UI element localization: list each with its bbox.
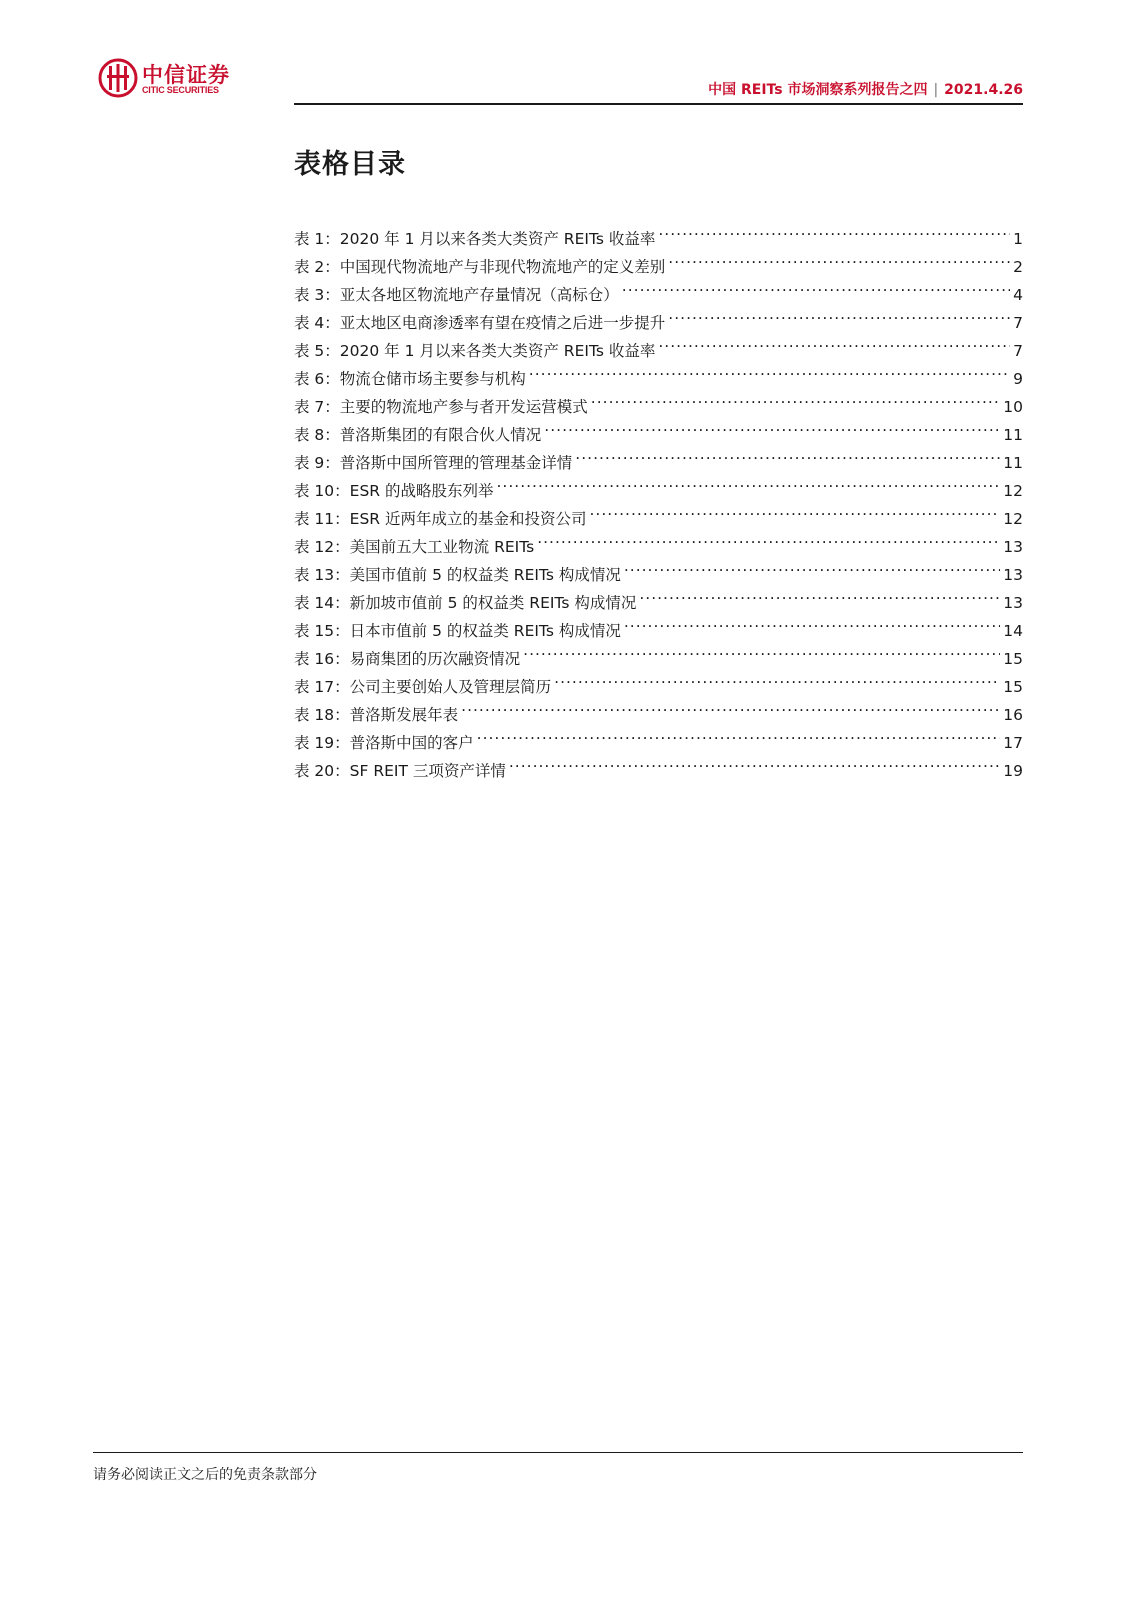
toc-entry-label[interactable]: 表 4：亚太地区电商渗透率有望在疫情之后进一步提升 xyxy=(294,314,666,332)
toc-entry-page[interactable]: 15 xyxy=(1003,650,1023,668)
toc-entry-page[interactable]: 7 xyxy=(1013,342,1023,360)
page-title: 表格目录 xyxy=(294,149,406,180)
toc-leader-dots xyxy=(509,748,1000,776)
toc-leader-dots xyxy=(658,216,1010,244)
table-of-tables xyxy=(294,216,1023,780)
toc-entry-page[interactable]: 9 xyxy=(1013,370,1023,388)
toc-entry-label[interactable]: 表 6：物流仓储市场主要参与机构 xyxy=(294,370,526,388)
toc-entry-page[interactable]: 13 xyxy=(1003,538,1023,556)
toc-leader-dots xyxy=(624,552,1000,580)
toc-leader-dots xyxy=(658,328,1010,356)
report-title: 中国 REITs 市场洞察系列报告之四 xyxy=(708,82,928,98)
toc-entry-page[interactable]: 17 xyxy=(1003,734,1023,752)
toc-leader-dots xyxy=(639,580,1000,608)
citic-emblem-icon xyxy=(98,58,138,98)
toc-leader-dots xyxy=(544,412,1000,440)
footer-disclaimer: 请务必阅读正文之后的免责条款部分 xyxy=(93,1467,317,1483)
toc-leader-dots xyxy=(477,720,1001,748)
report-header xyxy=(708,79,1023,99)
toc-entry-page[interactable]: 13 xyxy=(1003,566,1023,584)
toc-leader-dots xyxy=(591,384,1000,412)
header-separator: | xyxy=(933,82,939,98)
toc-entry-page[interactable]: 11 xyxy=(1003,454,1023,472)
toc-leader-dots xyxy=(461,692,1000,720)
citic-logo xyxy=(98,58,248,102)
toc-leader-dots xyxy=(496,468,1000,496)
toc-entry-label[interactable]: 表 7：主要的物流地产参与者开发运营模式 xyxy=(294,398,588,416)
toc-leader-dots xyxy=(523,636,1000,664)
toc-leader-dots xyxy=(529,356,1010,384)
toc-entry-page[interactable]: 16 xyxy=(1003,706,1023,724)
header-divider xyxy=(294,103,1023,105)
toc-entry-label[interactable]: 表 13：美国市值前 5 的权益类 REITs 构成情况 xyxy=(294,566,621,584)
toc-entry-page[interactable]: 12 xyxy=(1003,510,1023,528)
toc-leader-dots xyxy=(668,244,1010,272)
toc-entry-label[interactable]: 表 12：美国前五大工业物流 REITs xyxy=(294,538,535,556)
toc-leader-dots xyxy=(589,496,1000,524)
logo-cn-text: 中信证券 xyxy=(142,63,230,87)
toc-entry-page[interactable]: 2 xyxy=(1013,258,1023,276)
toc-leader-dots xyxy=(668,300,1010,328)
footer-divider xyxy=(93,1452,1023,1453)
toc-entry-label[interactable]: 表 20：SF REIT 三项资产详情 xyxy=(294,762,506,780)
toc-leader-dots xyxy=(622,272,1010,300)
toc-entry-label[interactable]: 表 5：2020 年 1 月以来各类大类资产 REITs 收益率 xyxy=(294,342,656,360)
toc-entry-page[interactable]: 13 xyxy=(1003,594,1023,612)
toc-leader-dots xyxy=(624,608,1000,636)
toc-entry-label[interactable]: 表 9：普洛斯中国所管理的管理基金详情 xyxy=(294,454,573,472)
toc-leader-dots xyxy=(537,524,1000,552)
toc-entry-page[interactable]: 12 xyxy=(1003,482,1023,500)
toc-entry-page[interactable]: 7 xyxy=(1013,314,1023,332)
toc-entry-label[interactable]: 表 11：ESR 近两年成立的基金和投资公司 xyxy=(294,510,587,528)
toc-entry-label[interactable]: 表 15：日本市值前 5 的权益类 REITs 构成情况 xyxy=(294,622,621,640)
toc-entry-label[interactable]: 表 2：中国现代物流地产与非现代物流地产的定义差别 xyxy=(294,258,666,276)
toc-entry-label[interactable]: 表 18：普洛斯发展年表 xyxy=(294,706,459,724)
toc-entry-label[interactable]: 表 19：普洛斯中国的客户 xyxy=(294,734,474,752)
toc-entry-page[interactable]: 19 xyxy=(1003,762,1023,780)
toc-entry-label[interactable]: 表 1：2020 年 1 月以来各类大类资产 REITs 收益率 xyxy=(294,230,656,248)
toc-entry-label[interactable]: 表 8：普洛斯集团的有限合伙人情况 xyxy=(294,426,542,444)
toc-entry-page[interactable]: 4 xyxy=(1013,286,1023,304)
toc-entry-page[interactable]: 11 xyxy=(1003,426,1023,444)
toc-entry-label[interactable]: 表 17：公司主要创始人及管理层简历 xyxy=(294,678,552,696)
toc-entry-page[interactable]: 1 xyxy=(1013,230,1023,248)
report-date: 2021.4.26 xyxy=(944,82,1023,98)
logo-en-text: CITIC SECURITIES xyxy=(142,85,219,95)
toc-entry-page[interactable]: 10 xyxy=(1003,398,1023,416)
toc-entry-page[interactable]: 14 xyxy=(1003,622,1023,640)
toc-entry-label[interactable]: 表 10：ESR 的战略股东列举 xyxy=(294,482,494,500)
toc-entry-page[interactable]: 15 xyxy=(1003,678,1023,696)
toc-leader-dots xyxy=(554,664,1000,692)
toc-entry-label[interactable]: 表 16：易商集团的历次融资情况 xyxy=(294,650,521,668)
toc-leader-dots xyxy=(575,440,1000,468)
toc-entry-label[interactable]: 表 3：亚太各地区物流地产存量情况（高标仓） xyxy=(294,286,619,304)
toc-entry-label[interactable]: 表 14：新加坡市值前 5 的权益类 REITs 构成情况 xyxy=(294,594,637,612)
toc-entry[interactable] xyxy=(294,216,1023,248)
